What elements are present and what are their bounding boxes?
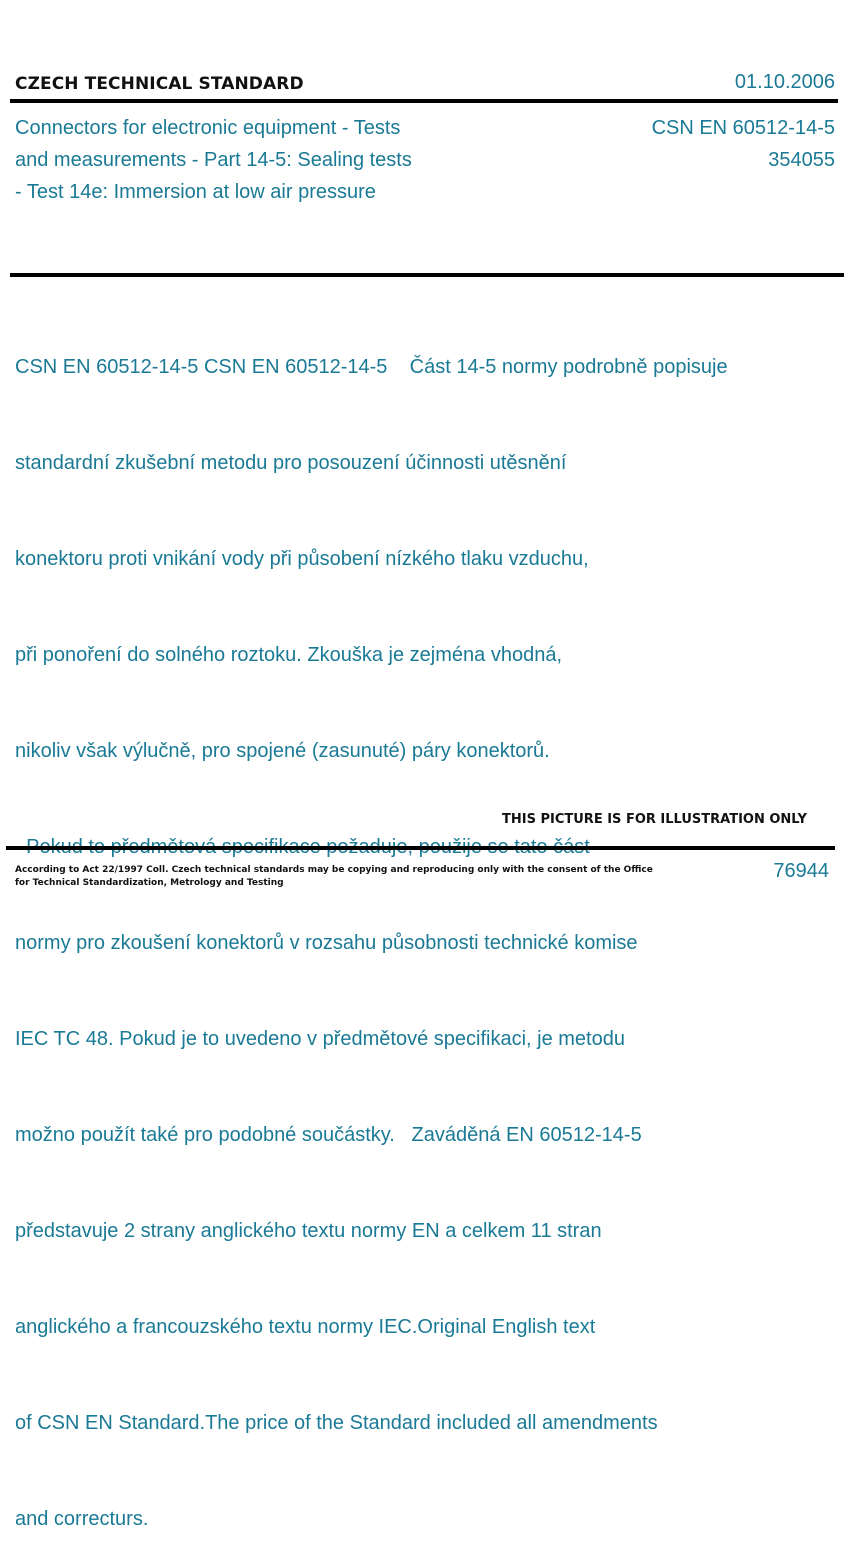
abstract-text	[15, 287, 815, 1567]
document-codes	[652, 112, 835, 176]
legal-notice-line: for Technical Standardization, Metrology and Testing	[15, 878, 284, 888]
illustration-notice: THIS PICTURE IS FOR ILLUSTRATION ONLY	[502, 812, 807, 827]
abstract-line: konektoru proti vnikání vody při působení nízkého tlaku vzduchu,	[15, 548, 589, 570]
publication-date: 01.10.2006	[734, 71, 835, 93]
document-title-line: Connectors for electronic equipment - Tests	[15, 117, 401, 139]
footer-divider	[6, 846, 835, 850]
header-divider	[10, 99, 838, 103]
document-title	[15, 112, 412, 208]
standard-header-title: CZECH TECHNICAL STANDARD	[15, 74, 304, 94]
document-title-line: - Test 14e: Immersion at low air pressure	[15, 181, 376, 203]
abstract-line: nikoliv však výlučně, pro spojené (zasunuté) páry konektorů.	[15, 740, 550, 762]
abstract-line: anglického a francouzského textu normy IEC.Original English text	[15, 1316, 596, 1338]
standard-code: CSN EN 60512-14-5	[651, 117, 835, 139]
title-divider	[10, 273, 844, 277]
abstract-line: IEC TC 48. Pokud je to uvedeno v předmětové specifikaci, je metodu	[15, 1028, 625, 1050]
abstract-line: standardní zkušební metodu pro posouzení účinnosti utěsnění	[15, 452, 567, 474]
abstract-line: při ponoření do solného roztoku. Zkouška je zejména vhodná,	[15, 644, 563, 666]
abstract-line: představuje 2 strany anglického textu normy EN a celkem 11 stran	[15, 1220, 602, 1242]
abstract-line: CSN EN 60512-14-5 CSN EN 60512-14-5 Část 14-5 normy podrobně popisuje	[15, 356, 728, 378]
class-number: 354055	[768, 149, 835, 171]
document-number: 76944	[773, 860, 829, 882]
abstract-line: of CSN EN Standard.The price of the Standard included all amendments	[15, 1412, 658, 1434]
abstract-line: normy pro zkoušení konektorů v rozsahu působnosti technické komise	[15, 932, 638, 954]
legal-notice	[15, 864, 653, 890]
abstract-line: možno použít také pro podobné součástky. Zaváděná EN 60512-14-5	[15, 1124, 642, 1146]
abstract-line: and correcturs.	[15, 1508, 149, 1530]
document-title-line: and measurements - Part 14-5: Sealing tests	[15, 149, 412, 171]
legal-notice-line: According to Act 22/1997 Coll. Czech technical standards may be copying and reproducing only with the consent of the Office	[15, 865, 653, 875]
